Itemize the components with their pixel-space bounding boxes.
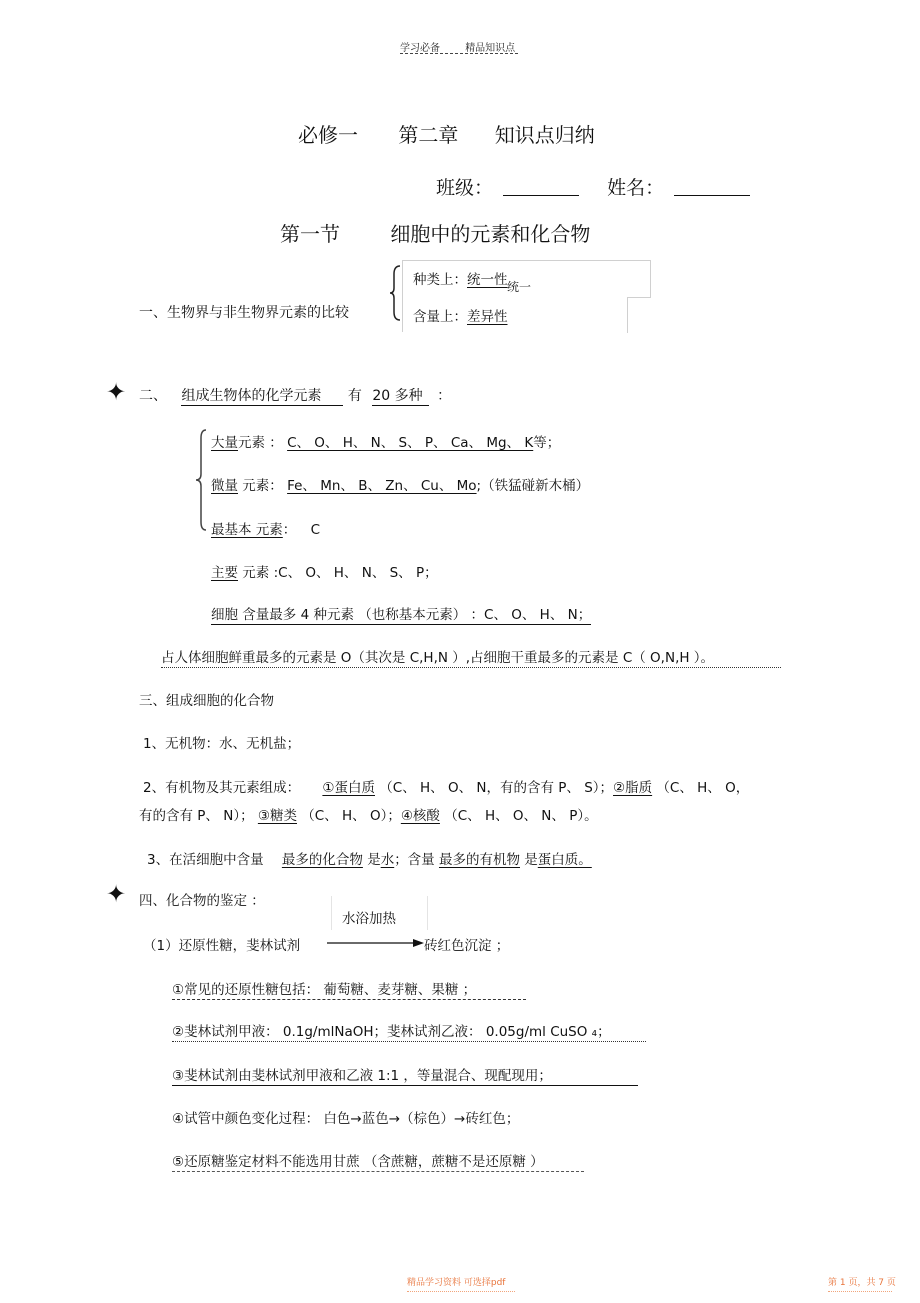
nucleic-acid-elements: （C、 H、 O、 N、 P）。 (444, 808, 598, 824)
title-part3: 知识点归纳 (494, 123, 595, 147)
part1-item-overlay: 统一 (507, 280, 532, 294)
reaction-left: （1）还原性糖，斐林试剂 (143, 938, 301, 954)
header-dashed-rule (400, 53, 518, 54)
box-border-top (402, 260, 650, 261)
item3-content: ；含量 (394, 852, 435, 868)
row-label-u: 大量 (211, 435, 238, 451)
section-title (280, 218, 590, 247)
header-left: 学习必备 (400, 43, 440, 54)
water: 水 (380, 852, 395, 868)
item-label: 含量上： (413, 309, 467, 325)
class-field[interactable] (503, 177, 579, 196)
sugar-label: ③糖类 (257, 808, 297, 824)
protein: 蛋白质。 (537, 852, 592, 868)
star-bullet-icon: ✦ (106, 378, 127, 406)
protein-elements: （C、 H、 O、 N，有的含有 P、 S）； (379, 780, 614, 796)
row-label-u: 最基本 元素 (211, 522, 283, 538)
row-suffix: ;（铁猛碰新木桶） (476, 478, 590, 494)
row-label-u: 主要 (211, 565, 238, 581)
part2-heading-text: 组成生物体的化学元素 (181, 385, 343, 406)
part1-item-kind (413, 268, 508, 288)
item-value: 差异性 (467, 309, 508, 325)
row-label-u: 细胞 含量最多 4 种元素 （也称基本元素） ：C、 O、 H、 N； (211, 607, 592, 623)
header-right: 精品知识点 (465, 43, 516, 54)
page-indicator: 第 1 页，共 7 页 (828, 1275, 892, 1292)
reaction-right: 砖红色沉淀 ； (424, 938, 510, 954)
item-label: 种类上： (413, 272, 467, 288)
item3-is1: 是 (367, 852, 381, 868)
part1-heading: 一、生物界与非生物界元素的比较 (139, 305, 349, 321)
element-row-macro (211, 431, 560, 451)
row-suffix: 等； (533, 435, 561, 451)
point-5: ⑤还原糖鉴定材料不能选用甘蔗 （含蔗糖，蔗糖不是还原糖 ） (172, 1150, 584, 1172)
part1-item-content (413, 305, 508, 325)
name-label: 姓名： (607, 177, 665, 199)
curly-brace-icon (194, 428, 208, 532)
page-header (400, 39, 518, 58)
sugar-elements: （C、 H、 O）； (301, 808, 401, 824)
row-label: 元素 ： (238, 435, 283, 451)
section-number: 第一节 (280, 222, 340, 246)
part3-item1: 1、无机物：水、无机盐； (143, 736, 301, 752)
element-row-basic (211, 518, 320, 538)
element-row-trace (211, 474, 589, 494)
lipid-label: ②脂质 (613, 780, 653, 796)
part2-prefix: 二、 (139, 388, 167, 404)
part3-item2-line2 (139, 804, 598, 824)
part3-item2-line1 (143, 776, 749, 796)
item-value: 统一性 (467, 272, 508, 288)
most-compound: 最多的化合物 (281, 852, 363, 868)
point-1: ①常见的还原性糖包括： 葡萄糖、麦芽糖、果糖 ； (172, 978, 526, 1000)
part3-heading: 三、组成细胞的化合物 (139, 693, 274, 709)
row-label: ： (282, 522, 297, 538)
part3-item3 (147, 848, 592, 868)
title-part2: 第二章 (398, 123, 459, 147)
reaction-arrow-icon (327, 936, 425, 950)
row-label: 元素： (242, 478, 283, 494)
row-value: C、 O、 H、 N、 S、 P、 Ca、 Mg、 K (287, 435, 534, 451)
arrow-label: 水浴加热 (342, 911, 396, 927)
protein-label: ①蛋白质 (322, 780, 375, 796)
point-4: ④试管中颜色变化过程： 白色→蓝色→（棕色）→砖红色； (172, 1111, 520, 1127)
box-border-left (402, 260, 403, 332)
element-row-main (211, 561, 438, 581)
footer-center: 精品学习资料 可选择pdf (407, 1275, 515, 1292)
item3-is2: 是 (524, 852, 538, 868)
item3-prefix: 3、在活细胞中含量 (147, 852, 264, 868)
row-label-u: 微量 (211, 478, 238, 494)
part2-colon: ： (437, 388, 452, 404)
name-field[interactable] (674, 177, 750, 196)
point-2: ②斐林试剂甲液： 0.1g/mlNaOH；斐林试剂乙液： 0.05g/ml CuSO ₄； (172, 1020, 646, 1042)
row-suffix: C、 O、 H、 N、 S、 P； (278, 565, 438, 581)
student-info (436, 173, 750, 200)
star-bullet-icon: ✦ (106, 880, 127, 908)
box-border-inner-top (627, 297, 651, 298)
row-value: Fe、 Mn、 B、 Zn、 Cu、 Mo (287, 478, 477, 494)
part2-count: 20 多种 (372, 385, 428, 406)
box-border-right (650, 260, 651, 297)
class-label: 班级： (436, 177, 494, 199)
label-box-left (331, 896, 332, 930)
label-box-right (427, 896, 428, 930)
most-organic: 最多的有机物 (438, 852, 520, 868)
row-label: 元素 : (242, 565, 279, 581)
point-3: ③斐林试剂由斐林试剂甲液和乙液 1:1 ，等量混合、现配现用； (172, 1064, 638, 1086)
element-row-top4 (211, 603, 591, 625)
title-part1: 必修一 (298, 123, 358, 147)
part2-note: 占人体细胞鲜重最多的元素是 O（其次是 C,H,N ）,占细胞干重最多的元素是 C（ O,N,H ）。 (161, 646, 781, 668)
part2-heading (139, 385, 451, 406)
item2-line2-prefix: 有的含有 P、 N）； (139, 808, 254, 824)
page-title (298, 119, 595, 148)
nucleic-acid-label: ④核酸 (400, 808, 440, 824)
part2-mid: 有 (347, 388, 362, 404)
section-name: 细胞中的元素和化合物 (390, 222, 591, 246)
lipid-elements: （C、 H、 O， (656, 780, 750, 796)
part4-heading: 四、化合物的鉴定 ： (139, 893, 265, 909)
item2-prefix: 2、有机物及其元素组成： (143, 780, 301, 796)
box-border-inner-left (627, 297, 628, 333)
row-suffix: C (310, 522, 321, 538)
